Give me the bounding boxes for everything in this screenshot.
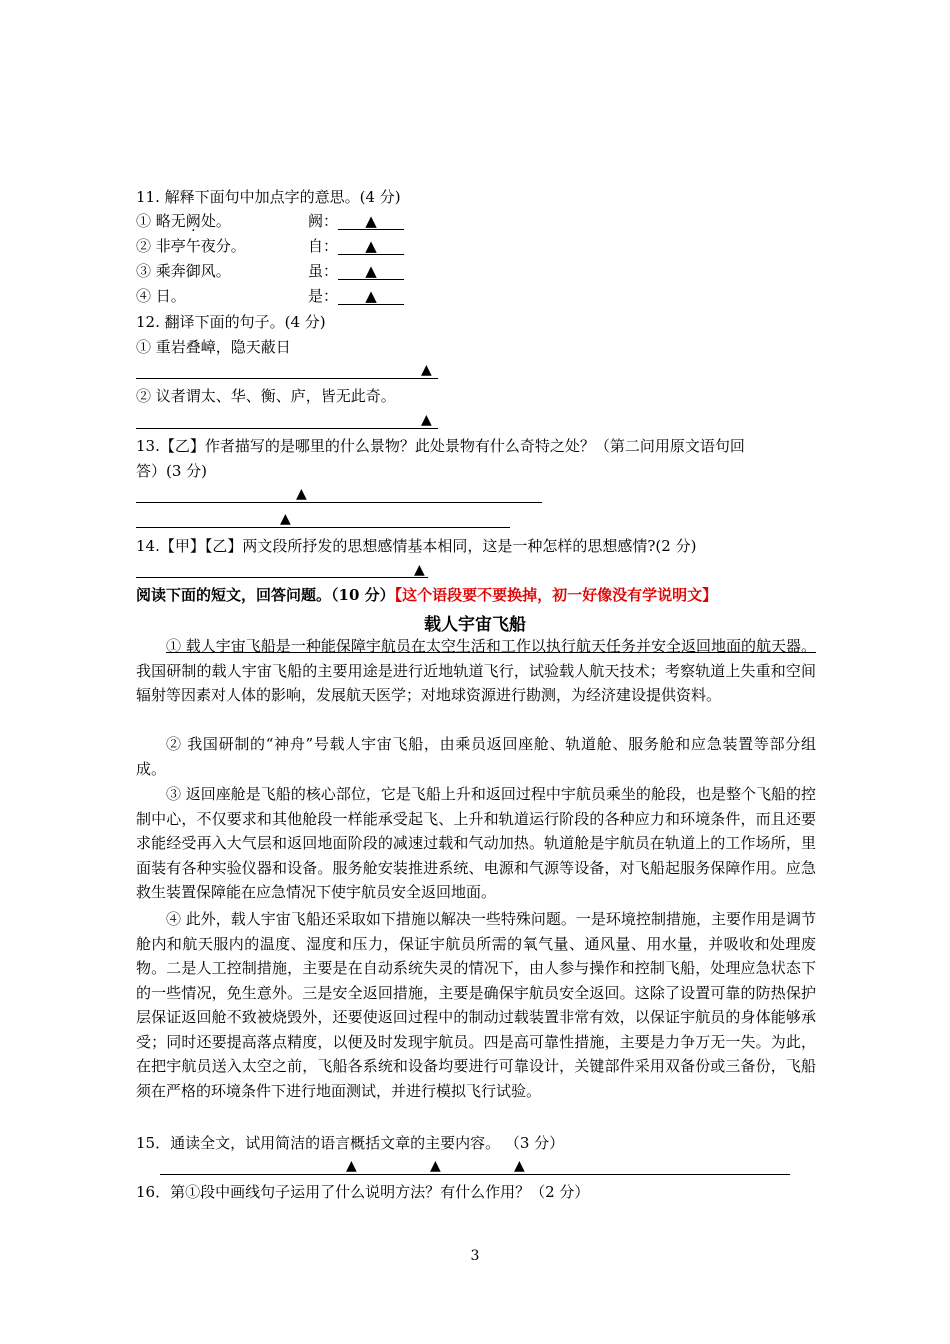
q11-item-2-label: 自：: [308, 237, 339, 255]
article-paragraph-2: ② 我国研制的“神舟”号载人宇宙飞船，由乘员返回座舱、轨道舱、服务舱和应急装置等部分组成。: [136, 735, 816, 778]
q13-answer-line-2: [136, 527, 510, 528]
q12-sentence-2: ② 议者谓太、华、衡、庐，皆无此奇。: [136, 387, 396, 405]
q11-item-1: [136, 211, 231, 231]
paragraph-1-rest: 我国研制的载人宇宙飞船的主要用途是进行近地轨道飞行，试验载人航天技术；考察轨道上失重和空间辐射等因素对人体的影响，发展航天医学；对地球资源进行勘测，为经济建设提供资料。: [136, 661, 816, 704]
q15-answer-mark-3: ▲: [514, 1158, 525, 1174]
q16-stem: 16．第①段中画线句子运用了什么说明方法？有什么作用？（2 分）: [136, 1183, 590, 1201]
q12-stem: 12. 翻译下面的句子。(4 分): [136, 313, 326, 331]
q11-item-4-answer: [308, 286, 404, 306]
answer-mark: ▲: [365, 287, 377, 305]
q11-item-3-answer: [308, 261, 404, 281]
q12-answer-line-2: [136, 428, 438, 429]
q11-item-2-blank: [338, 238, 404, 255]
q14-stem: 14.【甲】【乙】两文段所抒发的思想感情基本相同，这是一种怎样的思想感情?(2 分): [136, 537, 697, 555]
q11-item-2: ② 非亭午夜分。: [136, 237, 246, 255]
emphasis-dot-char: 阙: [185, 212, 201, 230]
reading-section-header: [136, 585, 717, 605]
underlined-sentence: ① 载人宇宙飞船是一种能保障宇航员在太空生活和工作以执行航天任务并安全返回地面的航天器。: [166, 637, 816, 655]
article-paragraph-3: ③ 返回座舱是飞船的核心部位，它是飞船上升和返回过程中宇航员乘坐的舱段，也是整个飞船的控制中心，不仅要求和其他舱段一样能承受起飞、上升和轨道运行阶段的各种应力和环境条件，而且还要求能经受再入大气层和返回地面阶段的减速过载和气动加热。轨道舱是宇航员在轨道上的工作场所，里面装有各种实验仪器和设备。服务舱安装推进系统、电源和气源等设备，对飞船起服务保障作用。应急救生装置保障能在应急情况下使宇航员安全返回地面。: [136, 785, 816, 901]
q11-item-3-blank: [338, 263, 404, 280]
section-instruction: 阅读下面的短文，回答问题。（10 分）: [136, 586, 395, 604]
q13-stem-line-2: 答）(3 分): [136, 462, 208, 480]
q11-item-2-answer: [308, 236, 404, 256]
q12-answer-mark-1: ▲: [421, 362, 432, 378]
q12-answer-mark-2: ▲: [421, 412, 432, 428]
q11-item-4-label: 是：: [308, 287, 339, 305]
editor-note: 【这个语段要不要换掉，初一好像没有学说明文】: [394, 586, 718, 604]
q11-item-1-blank: [338, 213, 404, 230]
q11-stem: 11. 解释下面句中加点字的意思。(4 分): [136, 188, 401, 206]
q13-answer-mark-2: ▲: [280, 511, 291, 527]
q11-item-1-answer: [308, 211, 404, 231]
q13-answer-mark-1: ▲: [296, 486, 307, 502]
q15-stem: 15．通读全文，试用简洁的语言概括文章的主要内容。 （3 分）: [136, 1134, 565, 1152]
answer-mark: ▲: [365, 262, 377, 280]
q11-item-3: ③ 乘奔御风。: [136, 262, 231, 280]
q14-answer-mark: ▲: [414, 562, 425, 578]
article-paragraph-1: [136, 634, 816, 708]
q12-sentence-1: ① 重岩叠嶂，隐天蔽日: [136, 338, 291, 356]
q12-answer-line-1: [136, 378, 438, 379]
q11-item-1-text: ① 略无阙处。: [136, 212, 231, 230]
q11-item-3-label: 虽：: [308, 262, 339, 280]
article-title: 载人宇宙飞船: [424, 615, 526, 635]
q13-stem-line-1: 13.【乙】作者描写的是哪里的什么景物？此处景物有什么奇特之处？（第二问用原文语句回: [136, 437, 745, 455]
q14-answer-line: [136, 577, 428, 578]
answer-mark: ▲: [365, 237, 377, 255]
q11-item-1-label: 阙：: [308, 212, 339, 230]
page-number: 3: [470, 1248, 480, 1264]
q15-answer-mark-1: ▲: [346, 1158, 357, 1174]
answer-mark: ▲: [365, 212, 377, 230]
article-paragraph-4: ④ 此外，载人宇宙飞船还采取如下措施以解决一些特殊问题。一是环境控制措施，主要作用是调节舱内和航天服内的温度、湿度和压力，保证宇航员所需的氧气量、通风量、用水量，并吸收和处理废物。二是人工控制措施，主要是在自动系统失灵的情况下，由人参与操作和控制飞船，处理应急状态下的一些情况，免生意外。三是安全返回措施，主要是确保宇航员安全返回。这除了设置可靠的防热保护层保证返回舱不致被烧毁外，还要使返回过程中的制动过载装置非常有效，以保证宇航员的身体能够承受；同时还要提高落点精度，以便及时发现宇航员。四是高可靠性措施，主要是力争万无一失。为此，在把宇航员送入太空之前，飞船各系统和设备均要进行可靠设计，关键部件采用双备份或三备份，飞船须在严格的环境条件下进行地面测试，并进行模拟飞行试验。: [136, 910, 816, 1100]
q11-item-4: ④ 日。: [136, 287, 186, 305]
q15-answer-line: [160, 1174, 790, 1175]
q11-item-4-blank: [338, 288, 404, 305]
q15-answer-mark-2: ▲: [430, 1158, 441, 1174]
q13-answer-line-1: [136, 502, 542, 503]
